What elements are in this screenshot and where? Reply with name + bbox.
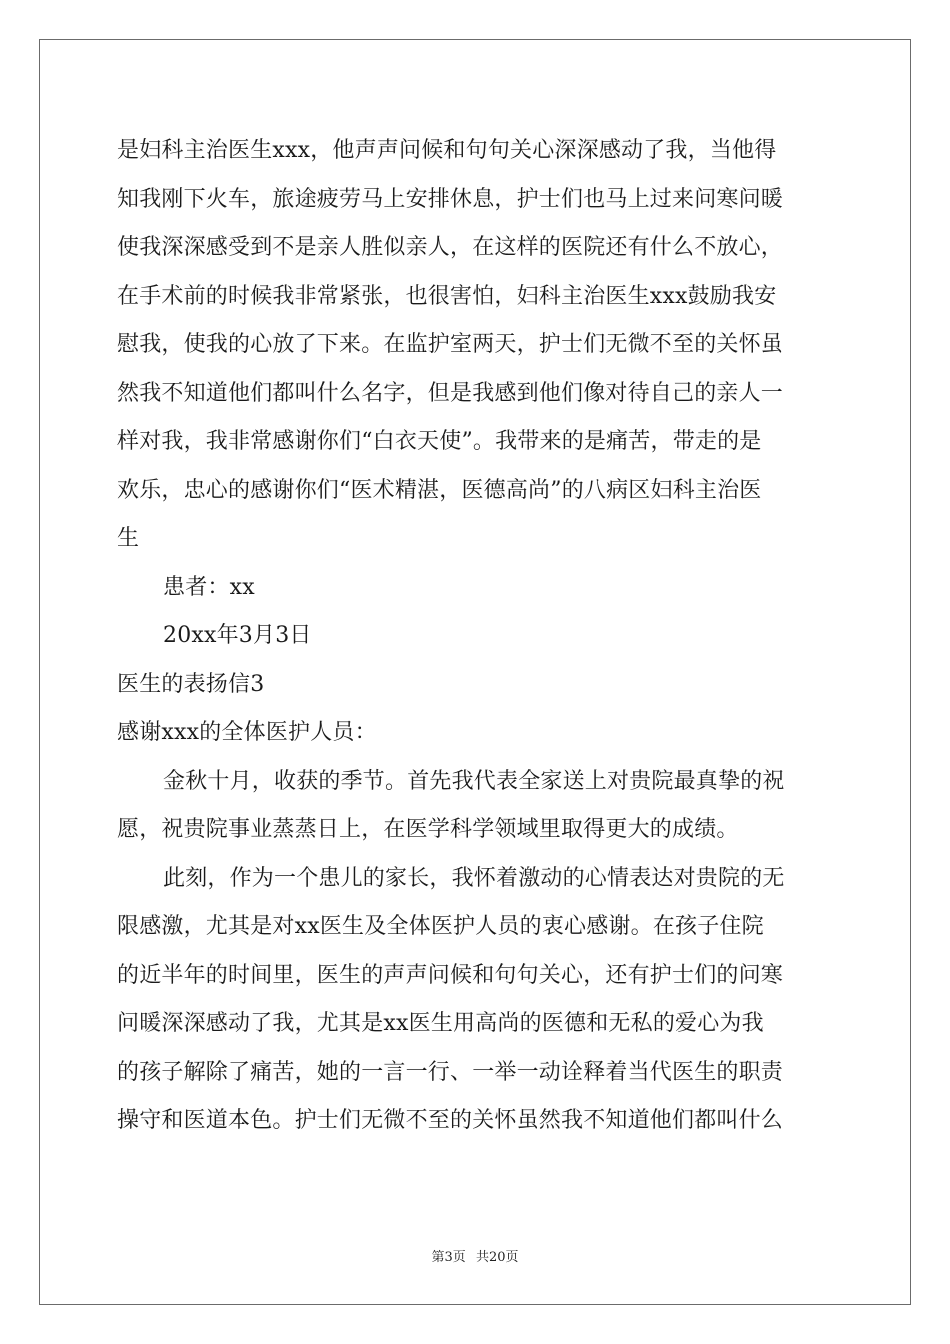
text-line: 医生的表扬信3 xyxy=(117,671,265,697)
text-line: 慰我，使我的心放了下来。在监护室两天，护士们无微不至的关怀虽 xyxy=(117,332,784,357)
total-pages: 共20页 xyxy=(475,1250,519,1265)
text-line: 是妇科主治医生xxx，他声声问候和句句关心深深感动了我，当他得 xyxy=(117,138,777,163)
text-line: 患者：xx xyxy=(163,574,255,600)
text-line: 在手术前的时候我非常紧张，也很害怕，妇科主治医生xxx鼓励我安 xyxy=(117,283,777,309)
text-line: 限感激，尤其是对xx医生及全体医护人员的衷心感谢。在孩子住院 xyxy=(117,914,764,939)
text-line: 样对我，我非常感谢你们“白衣天使”。我带来的是痛苦，带走的是 xyxy=(117,429,762,454)
text-line: 的孩子解除了痛苦，她的一言一行、一举一动诠释着当代医生的职责 xyxy=(117,1059,784,1085)
text-line: 20xx年3月3日 xyxy=(163,623,312,648)
text-line: 金秋十月，收获的季节。首先我代表全家送上对贵院最真挚的祝 xyxy=(163,768,785,794)
text-line: 问暖深深感动了我，尤其是xx医生用高尚的医德和无私的爱心为我 xyxy=(117,1011,764,1036)
text-line: 的近半年的时间里，医生的声声问候和句句关心，还有护士们的问寒 xyxy=(117,962,784,988)
text-line: 感谢xxx的全体医护人员： xyxy=(117,720,377,745)
text-line: 生 xyxy=(117,526,140,551)
document-body xyxy=(117,127,833,1146)
text-line: 操守和医道本色。护士们无微不至的关怀虽然我不知道他们都叫什么 xyxy=(117,1108,784,1133)
text-line: 愿，祝贵院事业蒸蒸日上，在医学科学领域里取得更大的成绩。 xyxy=(117,817,739,842)
page-footer xyxy=(0,1246,950,1265)
text-line: 此刻，作为一个患儿的家长，我怀着激动的心情表达对贵院的无 xyxy=(163,865,785,891)
text-line: 使我深深感受到不是亲人胜似亲人，在这样的医院还有什么不放心， xyxy=(117,235,784,260)
text-line: 知我刚下火车，旅途疲劳马上安排休息，护士们也马上过来问寒问暖 xyxy=(117,186,784,212)
text-line: 欢乐，忠心的感谢你们“医术精湛，医德高尚”的八病区妇科主治医 xyxy=(117,477,762,503)
page-number: 第3页 xyxy=(431,1250,466,1265)
text-line: 然我不知道他们都叫什么名字，但是我感到他们像对待自己的亲人一 xyxy=(117,380,784,406)
